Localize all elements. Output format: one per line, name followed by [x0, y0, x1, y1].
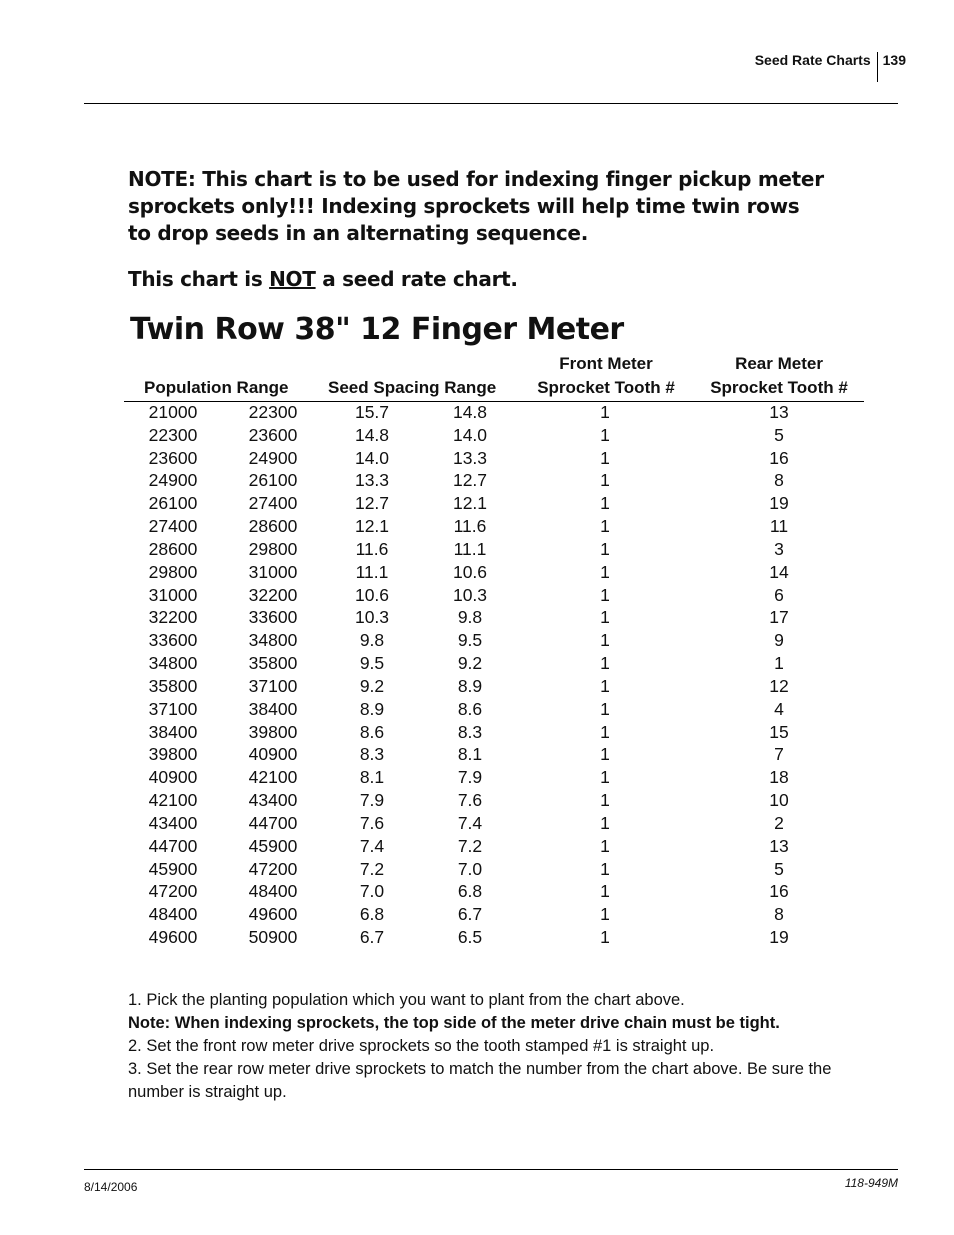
front-tooth-cell: 1: [600, 858, 610, 879]
spacing-min-cell: 14.0: [452, 424, 488, 445]
header-spacing: Seed Spacing Range: [328, 378, 497, 397]
rear-tooth-cell: 12: [769, 675, 789, 696]
front-tooth-cell: 1: [600, 516, 610, 537]
population-max-cell: 43400: [248, 790, 298, 811]
spacing-max-cell: 11.1: [355, 561, 389, 582]
spacing-min-cell: 7.9: [457, 767, 483, 788]
not-seed-rate-warning: [128, 266, 828, 293]
spacing-min-cell: 11.6: [453, 516, 487, 537]
spacing-max-cell: 10.3: [354, 607, 390, 628]
warning-post: a seed rate chart.: [315, 267, 518, 291]
table-row: [124, 629, 864, 652]
rear-tooth-cell: 15: [769, 721, 789, 742]
population-max-cell: 34800: [248, 630, 298, 651]
population-min-cell: 31000: [148, 584, 198, 605]
footer-rule: [84, 1169, 898, 1170]
spacing-min-cell: 8.1: [457, 744, 483, 765]
table-body: [124, 401, 864, 949]
table-row: [124, 469, 864, 492]
footer-date: 8/14/2006: [84, 1180, 138, 1194]
table-header: [124, 353, 864, 402]
population-max-cell: 23600: [248, 424, 298, 445]
spacing-min-cell: 12.7: [452, 470, 488, 491]
table-row: [124, 880, 864, 903]
front-tooth-cell: 1: [600, 561, 610, 582]
population-max-cell: 24900: [248, 447, 298, 468]
spacing-min-cell: 10.3: [452, 584, 488, 605]
spacing-min-cell: 9.2: [457, 653, 483, 674]
table-row: [124, 721, 864, 744]
spacing-min-cell: 6.5: [457, 927, 483, 948]
page-number: 139: [882, 52, 906, 68]
spacing-max-cell: 10.6: [354, 584, 390, 605]
footer-doc-number: 118-949M: [844, 1176, 898, 1190]
population-min-cell: 45900: [148, 858, 198, 879]
population-max-cell: 49600: [248, 904, 298, 925]
spacing-max-cell: 8.6: [359, 721, 385, 742]
spacing-min-cell: 6.7: [457, 904, 483, 925]
spacing-min-cell: 7.6: [457, 790, 483, 811]
population-min-cell: 38400: [148, 721, 198, 742]
population-min-cell: 35800: [148, 675, 198, 696]
table-row: [124, 812, 864, 835]
table-row: [124, 515, 864, 538]
spacing-max-cell: 12.1: [354, 516, 390, 537]
spacing-min-cell: 7.0: [457, 858, 483, 879]
header-front-1: Front Meter: [559, 354, 653, 373]
table-row: [124, 492, 864, 515]
header-front-2: Sprocket Tooth #: [537, 378, 675, 397]
spacing-max-cell: 8.3: [359, 744, 385, 765]
page-header: [755, 52, 906, 82]
population-max-cell: 48400: [248, 881, 298, 902]
population-max-cell: 44700: [248, 812, 298, 833]
indexing-note: NOTE: This chart is to be used for indexing finger pickup meter sprockets only!!! Indexing sprockets will help time twin rows to drop seeds in an alternating sequence.: [128, 167, 824, 245]
spacing-max-cell: 13.3: [354, 470, 390, 491]
warning-underline: NOT: [269, 267, 316, 291]
front-tooth-cell: 1: [600, 424, 610, 445]
table-row: [124, 424, 864, 447]
population-max-cell: 29800: [248, 538, 298, 559]
spacing-min-cell: 10.6: [452, 561, 488, 582]
table-row: [124, 766, 864, 789]
population-min-cell: 27400: [148, 516, 198, 537]
rear-tooth-cell: 1: [774, 653, 784, 674]
population-min-cell: 49600: [148, 927, 198, 948]
population-min-cell: 28600: [148, 538, 198, 559]
spacing-min-cell: 9.8: [457, 607, 483, 628]
front-tooth-cell: 1: [600, 790, 610, 811]
spacing-max-cell: 15.7: [354, 402, 390, 422]
population-min-cell: 40900: [148, 767, 198, 788]
population-max-cell: 50900: [248, 927, 298, 948]
rear-tooth-cell: 4: [774, 698, 784, 719]
front-tooth-cell: 1: [600, 607, 610, 628]
population-min-cell: 48400: [148, 904, 198, 925]
header-rear-1: Rear Meter: [735, 354, 823, 373]
rear-tooth-cell: 10: [769, 790, 789, 811]
front-tooth-cell: 1: [600, 721, 610, 742]
rear-tooth-cell: 2: [774, 812, 784, 833]
rear-tooth-cell: 7: [774, 744, 784, 765]
front-tooth-cell: 1: [600, 470, 610, 491]
spacing-min-cell: 12.1: [452, 493, 488, 514]
population-min-cell: 43400: [148, 812, 198, 833]
table-row: [124, 538, 864, 561]
rear-tooth-cell: 8: [774, 470, 784, 491]
front-tooth-cell: 1: [600, 630, 610, 651]
spacing-max-cell: 7.6: [359, 812, 385, 833]
population-max-cell: 32200: [248, 584, 298, 605]
population-max-cell: 47200: [248, 858, 298, 879]
population-min-cell: 44700: [148, 835, 198, 856]
front-tooth-cell: 1: [600, 584, 610, 605]
spacing-min-cell: 11.1: [453, 538, 487, 559]
table-row: [124, 789, 864, 812]
rear-tooth-cell: 3: [774, 538, 784, 559]
population-max-cell: 28600: [248, 516, 298, 537]
population-max-cell: 27400: [248, 493, 298, 514]
population-min-cell: 24900: [148, 470, 198, 491]
rear-tooth-cell: 19: [769, 493, 789, 514]
population-min-cell: 34800: [148, 653, 198, 674]
table-row: [124, 858, 864, 881]
spacing-min-cell: 8.3: [457, 721, 483, 742]
step-2: 2. Set the front row meter drive sprockets so the tooth stamped #1 is straight up.: [128, 1037, 715, 1055]
spacing-max-cell: 12.7: [354, 493, 390, 514]
front-tooth-cell: 1: [600, 927, 610, 948]
rear-tooth-cell: 17: [769, 607, 789, 628]
population-max-cell: 39800: [248, 721, 298, 742]
spacing-max-cell: 7.4: [359, 835, 385, 856]
rear-tooth-cell: 6: [774, 584, 784, 605]
front-tooth-cell: 1: [600, 447, 610, 468]
spacing-max-cell: 7.0: [359, 881, 385, 902]
front-tooth-cell: 1: [600, 744, 610, 765]
table-row: [124, 743, 864, 766]
table-row: [124, 675, 864, 698]
population-min-cell: 39800: [148, 744, 198, 765]
spacing-min-cell: 7.4: [457, 812, 483, 833]
spacing-min-cell: 6.8: [457, 881, 483, 902]
table-row: [124, 606, 864, 629]
section-title: Seed Rate Charts: [754, 52, 871, 68]
spacing-max-cell: 7.2: [359, 858, 385, 879]
spacing-max-cell: 11.6: [355, 538, 389, 559]
population-min-cell: 26100: [148, 493, 198, 514]
spacing-max-cell: 14.8: [354, 424, 390, 445]
front-tooth-cell: 1: [600, 812, 610, 833]
spacing-max-cell: 9.8: [359, 630, 385, 651]
population-min-cell: 37100: [148, 698, 198, 719]
rear-tooth-cell: 16: [769, 881, 789, 902]
table-title: Twin Row 38" 12 Finger Meter: [130, 312, 624, 347]
spacing-min-cell: 9.5: [457, 630, 483, 651]
population-min-cell: 21000: [148, 402, 198, 422]
table-row: [124, 903, 864, 926]
front-tooth-cell: 1: [600, 538, 610, 559]
header-population: Population Range: [144, 378, 289, 397]
population-min-cell: 32200: [148, 607, 198, 628]
population-min-cell: 23600: [148, 447, 198, 468]
warning-pre: This chart is: [128, 267, 270, 291]
spacing-max-cell: 9.5: [359, 653, 385, 674]
population-min-cell: 33600: [148, 630, 198, 651]
front-tooth-cell: 1: [600, 698, 610, 719]
population-min-cell: 29800: [148, 561, 198, 582]
table-row: [124, 835, 864, 858]
rear-tooth-cell: 5: [774, 858, 784, 879]
population-min-cell: 47200: [148, 881, 198, 902]
population-max-cell: 31000: [248, 561, 298, 582]
rear-tooth-cell: 13: [769, 835, 789, 856]
rear-tooth-cell: 11: [769, 516, 789, 537]
population-max-cell: 45900: [248, 835, 298, 856]
front-tooth-cell: 1: [600, 493, 610, 514]
rear-tooth-cell: 14: [769, 561, 789, 582]
rear-tooth-cell: 13: [769, 402, 789, 422]
instructions: [128, 989, 873, 1104]
population-min-cell: 42100: [148, 790, 198, 811]
rear-tooth-cell: 18: [769, 767, 789, 788]
table-row: [124, 698, 864, 721]
spacing-max-cell: 14.0: [354, 447, 390, 468]
step-1: 1. Pick the planting population which you want to plant from the chart above.: [128, 991, 685, 1009]
front-tooth-cell: 1: [600, 767, 610, 788]
front-tooth-cell: 1: [600, 881, 610, 902]
spacing-min-cell: 8.9: [457, 675, 483, 696]
rear-tooth-cell: 16: [769, 447, 789, 468]
rear-tooth-cell: 9: [774, 630, 784, 651]
spacing-min-cell: 14.8: [452, 402, 488, 422]
population-min-cell: 22300: [148, 424, 198, 445]
population-max-cell: 42100: [248, 767, 298, 788]
population-max-cell: 37100: [248, 675, 298, 696]
table-row: [124, 926, 864, 949]
front-tooth-cell: 1: [600, 675, 610, 696]
population-max-cell: 33600: [248, 607, 298, 628]
rear-tooth-cell: 5: [774, 424, 784, 445]
table-row: [124, 584, 864, 607]
header-rear-2: Sprocket Tooth #: [710, 378, 848, 397]
population-max-cell: 40900: [248, 744, 298, 765]
rear-tooth-cell: 8: [774, 904, 784, 925]
spacing-max-cell: 7.9: [359, 790, 385, 811]
population-max-cell: 38400: [248, 698, 298, 719]
rear-tooth-cell: 19: [769, 927, 789, 948]
header-divider: [877, 52, 878, 82]
population-max-cell: 35800: [248, 653, 298, 674]
step-3: 3. Set the rear row meter drive sprockets to match the number from the chart above. Be sure the number is straight up.: [128, 1060, 832, 1101]
table-row: [124, 561, 864, 584]
spacing-min-cell: 8.6: [457, 698, 483, 719]
spacing-max-cell: 8.1: [359, 767, 385, 788]
spacing-max-cell: 6.7: [359, 927, 385, 948]
spacing-max-cell: 6.8: [359, 904, 385, 925]
table-row: [124, 447, 864, 470]
front-tooth-cell: 1: [600, 835, 610, 856]
table-row: [124, 652, 864, 675]
header-rule: [84, 103, 898, 104]
tight-chain-note: Note: When indexing sprockets, the top side of the meter drive chain must be tight.: [128, 1014, 780, 1032]
spacing-max-cell: 8.9: [359, 698, 385, 719]
front-tooth-cell: 1: [600, 904, 610, 925]
table-row: [124, 401, 864, 424]
spacing-min-cell: 13.3: [452, 447, 488, 468]
spacing-min-cell: 7.2: [457, 835, 483, 856]
front-tooth-cell: 1: [600, 402, 610, 422]
population-max-cell: 26100: [248, 470, 298, 491]
population-max-cell: 22300: [248, 402, 298, 422]
spacing-max-cell: 9.2: [359, 675, 385, 696]
front-tooth-cell: 1: [600, 653, 610, 674]
